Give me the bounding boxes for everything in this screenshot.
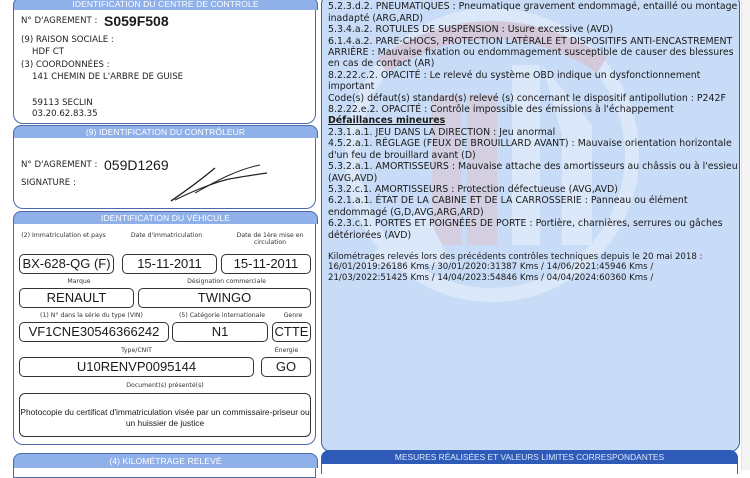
centre-panel: [13, 10, 316, 124]
categorie-value: N1: [172, 322, 268, 342]
categorie-label: (5) Catégorie internationale: [178, 312, 266, 319]
defaillance-mineure: 5.3.2.a.1. AMORTISSEURS : Mauvaise attache des amortisseurs au châssis ou à l'essieu (AVG,AVD): [328, 161, 738, 184]
vehicule-header: IDENTIFICATION DU VÉHICULE: [13, 211, 318, 224]
centre-agrement-value: S059F508: [104, 13, 169, 29]
kilometrage-header: (4) KILOMÉTRAGE RELEVÉ: [13, 453, 318, 468]
signature-image: [165, 160, 275, 205]
phone: 03.20.62.83.35: [32, 109, 98, 119]
energie-value: GO: [261, 357, 311, 377]
controleur-header: (9) IDENTIFICATION DU CONTRÔLEUR: [13, 125, 318, 138]
defaillance-mineure: 5.3.2.c.1. AMORTISSEURS : Protection défectueuse (AVG,AVD): [328, 183, 618, 195]
date-mec-label: Date de 1ère mise en circulation: [236, 232, 304, 246]
documents-value: Photocopie du certificat d'immatriculation visée par un commissaire-priseur ou un huissier de justice: [19, 393, 311, 437]
raison-sociale-label: (9) RAISON SOCIALE :: [21, 35, 114, 45]
mesures-header: MESURES RÉALISÉES ET VALEURS LIMITES CORRESPONDANTES: [321, 450, 738, 464]
km-history-line2: 21/03/2022:51425 Kms / 14/04/2023:54846 Kms / 04/04/2024:60360 Kms /: [328, 272, 654, 283]
defaillances-text: [328, 0, 740, 283]
signature-label: SIGNATURE :: [21, 178, 76, 188]
centre-agrement-label: N° D'AGREMENT :: [21, 16, 98, 26]
km-history-intro: Kilométrages relevés lors des précédents contrôles techniques depuis le 20 mai 2018 :: [328, 251, 703, 262]
defaillance-majeure: Code(s) défaut(s) standard(s) relevé (s) concernant le dispositif antipollution : P242F: [328, 92, 726, 104]
defaillance-mineure: 2.3.1.a.1. JEU DANS LA DIRECTION : Jeu anormal: [328, 126, 556, 138]
vehicule-panel: [13, 224, 316, 445]
vin-label: (1) N° dans la série du type (VIN): [40, 312, 143, 319]
defaillance-mineure: 6.2.1.a.1. ÉTAT DE LA CABINE ET DE LA CARROSSERIE : Panneau ou élément endommagé (G,D,AVG,ARG,ARD): [328, 195, 688, 218]
date-immat-value: 15-11-2011: [122, 254, 217, 274]
type-value: U10RENVP0095144: [19, 357, 254, 377]
address-line2: 59113 SECLIN: [32, 98, 93, 108]
controleur-agrement-label: N° D'AGREMENT :: [21, 160, 98, 170]
energie-label: Énergie: [274, 347, 299, 354]
documents-label: Document(s) présenté(s): [126, 382, 204, 389]
left-column: [0, 0, 320, 470]
date-immat-label: Date d'immatriculation: [130, 232, 203, 239]
designation-label: Désignation commerciale: [187, 278, 266, 285]
defaillance-majeure: 8.2.22.c.2. OPACITÉ : Le relevé du système OBD indique un dysfonctionnement important: [328, 69, 701, 93]
marque-value: RENAULT: [19, 288, 134, 308]
address-line1: 141 CHEMIN DE L'ARBRE DE GUISE: [32, 72, 184, 82]
defaillance-majeure: 5.2.3.d.2. PNEUMATIQUES : Pneumatique gravement endommagé, entaillé ou montage inadapté (ARG,ARD): [328, 1, 738, 24]
genre-value: CTTE: [272, 322, 311, 342]
designation-value: TWINGO: [138, 288, 311, 308]
immat-value: BX-628-QG (F): [19, 254, 114, 274]
centre-header: IDENTIFICATION DU CENTRE DE CONTROLE: [13, 0, 318, 10]
controleur-agrement-value: 059D1269: [104, 157, 169, 173]
genre-label: Genre: [283, 312, 303, 319]
km-history-line1: 16/01/2019:26186 Kms / 30/01/2020:31387 Kms / 14/06/2021:45946 Kms /: [328, 262, 654, 273]
defaillance-majeure: 6.1.4.a.2. PARE-CHOCS, PROTECTION LATÉRALE ET DISPOSITIFS ANTI-ENCASTREMENT ARRIÈRE : Mauvaise fixation ou endommagement susceptible de causer des blessures en cas de contact (AR): [328, 35, 734, 70]
defaillances-panel: [321, 0, 740, 452]
mesures-panel: [321, 464, 738, 474]
page-margin: [741, 0, 750, 470]
date-mec-value: 15-11-2011: [221, 254, 311, 274]
defaillance-mineure: 4.5.2.a.1. RÉGLAGE (FEUX DE BROUILLARD AVANT) : Mauvaise orientation horizontale d'un feu de brouillard avant (D): [328, 138, 732, 161]
type-label: Type/CNIT: [121, 347, 152, 354]
raison-sociale-value: HDF CT: [32, 47, 65, 57]
immat-label: (2) Immatriculation et pays: [21, 232, 106, 239]
defaillance-majeure: 8.2.22.e.2. OPACITÉ : Contrôle impossible des émissions à l'échappement: [328, 104, 674, 116]
marque-label: Marque: [67, 278, 91, 285]
mineures-title: Défaillances mineures: [328, 115, 446, 127]
coordonnees-label: (3) COORDONNÉES :: [21, 60, 110, 70]
vin-value: VF1CNE30546366242: [19, 322, 169, 342]
defaillance-mineure: 6.2.3.c.1. PORTES ET POIGNÉES DE PORTE : Portière, charnières, serrures ou gâches détériorées (AVD): [328, 218, 723, 241]
defaillance-majeure: 5.3.4.a.2. ROTULES DE SUSPENSION : Usure excessive (AVD): [328, 24, 614, 36]
